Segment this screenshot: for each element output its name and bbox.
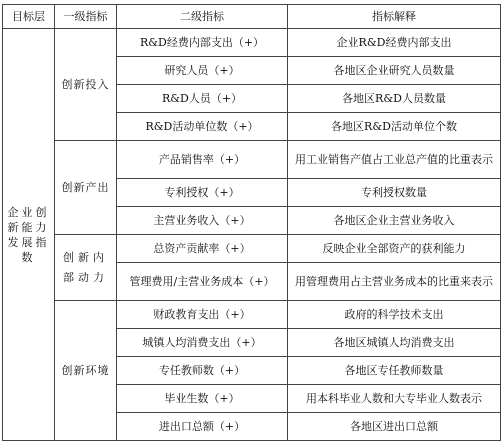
second-level-cell: 产品销售率（+） — [117, 141, 288, 179]
explanation-cell: 各地区专任教师数量 — [288, 357, 501, 385]
first-level-cell: 创新投入 — [55, 29, 117, 141]
header-explanation: 指标解释 — [288, 5, 501, 29]
explanation-cell: 各地区企业研究人员数量 — [288, 57, 501, 85]
explanation-cell: 用管理费用占主营业务成本的比重来表示 — [288, 263, 501, 301]
explanation-cell: 各地区进出口总额 — [288, 413, 501, 441]
second-level-cell: 进出口总额（+） — [117, 413, 288, 441]
table-row — [3, 29, 501, 57]
explanation-cell: 政府的科学技术支出 — [288, 301, 501, 329]
first-level-cell: 创新环境 — [55, 301, 117, 441]
second-level-cell: 总资产贡献率（+） — [117, 235, 288, 263]
first-level-cell: 创新产出 — [55, 141, 117, 235]
second-level-cell: R&D人员（+） — [117, 85, 288, 113]
explanation-cell: 各地区城镇人均消费支出 — [288, 329, 501, 357]
explanation-cell: 反映企业全部资产的获利能力 — [288, 235, 501, 263]
second-level-cell: 毕业生数（+） — [117, 385, 288, 413]
table-row — [3, 301, 501, 329]
explanation-cell: 各地区R&D人员数量 — [288, 85, 501, 113]
table-row — [3, 235, 501, 263]
second-level-cell: 城镇人均消费支出（+） — [117, 329, 288, 357]
target-layer-cell: 企业创新能力发展指数 — [3, 29, 55, 441]
table-header-row — [3, 5, 501, 29]
explanation-cell: 用本科毕业人数和大专毕业人数表示 — [288, 385, 501, 413]
second-level-cell: 专利授权（+） — [117, 179, 288, 207]
explanation-cell: 各地区企业主营业务收入 — [288, 207, 501, 235]
second-level-cell: R&D活动单位数（+） — [117, 113, 288, 141]
header-first-level: 一级指标 — [55, 5, 117, 29]
second-level-cell: 研究人员（+） — [117, 57, 288, 85]
second-level-cell: 主营业务收入（+） — [117, 207, 288, 235]
second-level-cell: 财政教育支出（+） — [117, 301, 288, 329]
header-target-layer: 目标层 — [3, 5, 55, 29]
table-row — [3, 141, 501, 179]
explanation-cell: 用工业销售产值占工业总产值的比重表示 — [288, 141, 501, 179]
second-level-cell: 管理费用/主营业务成本（+） — [117, 263, 288, 301]
first-level-cell: 创新内部动力 — [55, 235, 117, 301]
indicator-table — [2, 4, 501, 441]
explanation-cell: 各地区R&D活动单位个数 — [288, 113, 501, 141]
explanation-cell: 企业R&D经费内部支出 — [288, 29, 501, 57]
second-level-cell: 专任教师数（+） — [117, 357, 288, 385]
explanation-cell: 专利授权数量 — [288, 179, 501, 207]
second-level-cell: R&D经费内部支出（+） — [117, 29, 288, 57]
header-second-level: 二级指标 — [117, 5, 288, 29]
